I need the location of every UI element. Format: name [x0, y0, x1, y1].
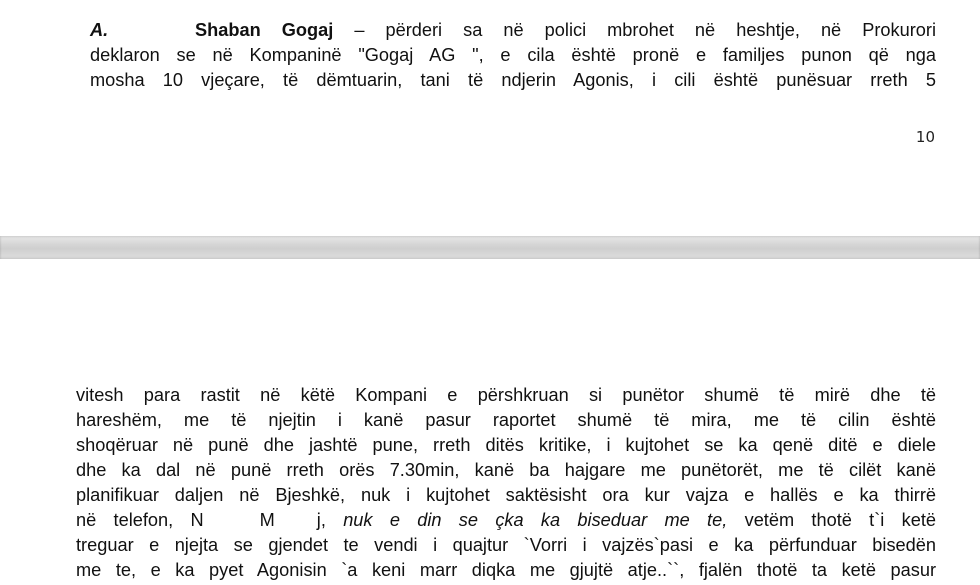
line-text: j,: [316, 510, 326, 530]
paragraph-line: [90, 19, 936, 41]
italic-quote: nuk e din se çka ka biseduar me te,: [325, 510, 728, 530]
line-text: M: [259, 510, 275, 530]
document-page-upper: [0, 0, 980, 236]
line-text: – përderi sa në polici mbrohet në heshtje, në Prokurori: [333, 20, 937, 40]
speaker-name: Shaban Gogaj: [195, 20, 334, 40]
section-label: A.: [90, 20, 109, 40]
paragraph-line: mosha 10 vjeçare, të dëmtuarin, tani të ndjerin Agonis, i cili është punësuar rreth 5: [90, 70, 936, 90]
paragraph-line: planifikuar daljen në Bjeshkë, nuk i kujtohet saktësisht ora kur vajza e hallës e ka thirrë: [76, 485, 936, 505]
page-number: 10: [915, 128, 935, 146]
paragraph-line: treguar e njejta se gjendet te vendi i quajtur `Vorri i vajzës`pasi e ka përfunduar bisedën: [76, 535, 936, 555]
paragraph-line: [76, 509, 936, 531]
page-separator: [0, 236, 980, 259]
line-text: në telefon, N: [76, 510, 204, 530]
paragraph-line: deklaron se në Kompaninë "Gogaj AG ", e cila është pronë e familjes punon që nga: [90, 45, 936, 65]
paragraph-line: me te, e ka pyet Agonisin `a keni marr diqka me gjujtë atje..``, fjalën thotë ta ketë pasur: [76, 560, 936, 580]
paragraph-line: shoqëruar në punë dhe jashtë pune, rreth ditës kritike, i kujtohet se ka qenë ditë e diele: [76, 435, 936, 455]
paragraph-line: dhe ka dal në punë rreth orës 7.30min, kanë ba hajgare me punëtorët, me të cilët kanë: [76, 460, 936, 480]
document-page-lower: [0, 259, 980, 585]
line-text: vetëm thotë t`i ketë: [727, 510, 937, 530]
paragraph-line: vitesh para rastit në këtë Kompani e përshkruan si punëtor shumë të mirë dhe të: [76, 385, 936, 405]
paragraph-line: hareshëm, me të njejtin i kanë pasur raportet shumë të mira, me të cilin është: [76, 410, 936, 430]
